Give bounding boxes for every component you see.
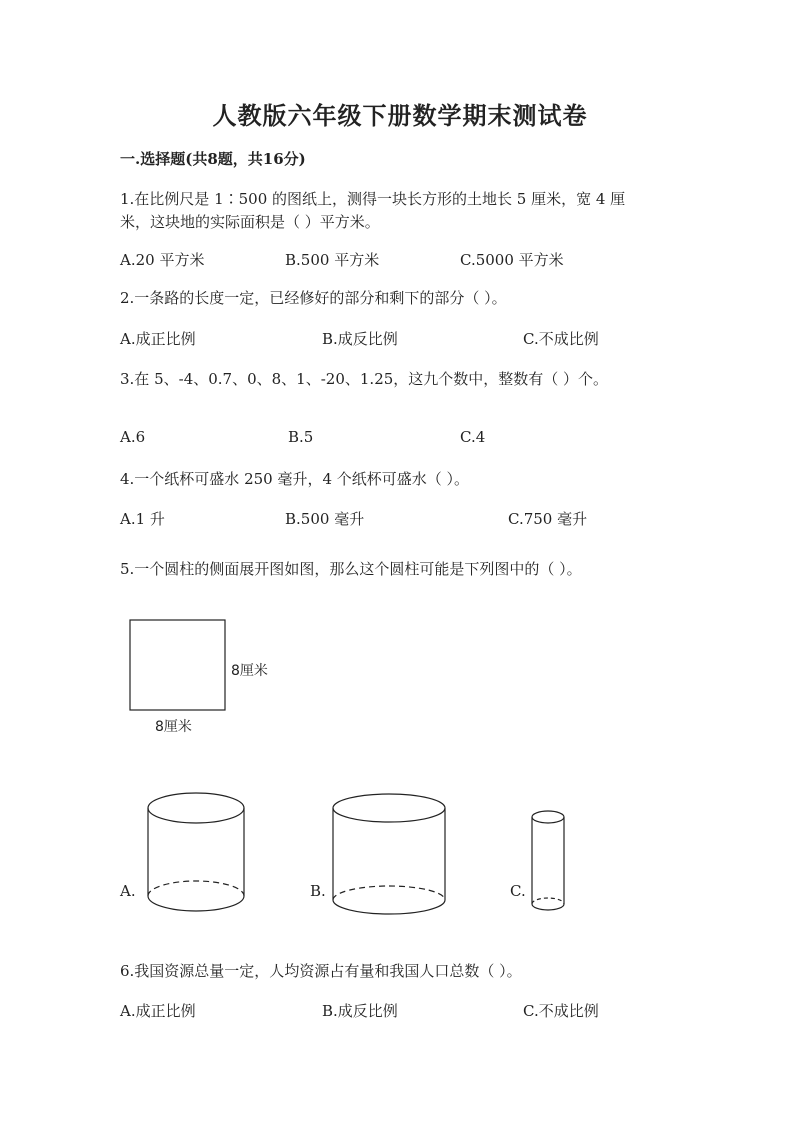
question-3-option-c: C.4	[460, 428, 486, 446]
question-5-line-1: 5.一个圆柱的侧面展开图如图，那么这个圆柱可能是下列图中的（ ）。	[120, 560, 582, 578]
question-4-option-b: B.500 毫升	[285, 510, 365, 528]
cylinder-b	[333, 794, 445, 914]
question-2-option-b: B.成反比例	[322, 330, 398, 348]
question-1-option-c: C.5000 平方米	[460, 251, 564, 269]
page-title: 人教版六年级下册数学期末测试卷	[212, 101, 588, 130]
question-3-option-b: B.5	[288, 428, 314, 446]
question-6-option-b: B.成反比例	[322, 1002, 398, 1020]
question-5-option-c: C.	[510, 882, 526, 900]
cylinder-c	[532, 811, 564, 910]
square-side-label: 8厘米	[231, 663, 268, 679]
question-6-option-a: A.成正比例	[120, 1002, 196, 1020]
question-2-option-c: C.不成比例	[523, 330, 599, 348]
unfolded-square	[130, 620, 225, 710]
question-1-line-2: 米，这块地的实际面积是（ ）平方米。	[120, 213, 380, 231]
question-3-line-1: 3.在 5、-4、0.7、0、8、1、-20、1.25，这九个数中，整数有（ ）个。	[120, 370, 609, 388]
question-1-line-1: 1.在比例尺是 1∶500 的图纸上，测得一块长方形的土地长 5 厘米，宽 4 厘	[120, 190, 626, 208]
question-2-option-a: A.成正比例	[120, 330, 196, 348]
question-3-option-a: A.6	[120, 428, 146, 446]
question-5-option-a: A.	[120, 882, 136, 900]
question-1-option-a: A.20 平方米	[120, 251, 205, 269]
question-4-option-a: A.1 升	[120, 510, 165, 528]
question-2-line-1: 2.一条路的长度一定，已经修好的部分和剩下的部分（ ）。	[120, 289, 507, 307]
question-4-line-1: 4.一个纸杯可盛水 250 毫升，4 个纸杯可盛水（ ）。	[120, 470, 470, 488]
square-bottom-label: 8厘米	[155, 719, 192, 735]
cylinder-a	[148, 793, 244, 911]
question-4-option-c: C.750 毫升	[508, 510, 588, 528]
question-6-line-1: 6.我国资源总量一定，人均资源占有量和我国人口总数（ ）。	[120, 962, 522, 980]
question-5-option-b: B.	[310, 882, 326, 900]
question-6-option-c: C.不成比例	[523, 1002, 599, 1020]
section-heading: 一.选择题(共8题，共16分)	[120, 150, 306, 168]
question-1-option-b: B.500 平方米	[285, 251, 380, 269]
